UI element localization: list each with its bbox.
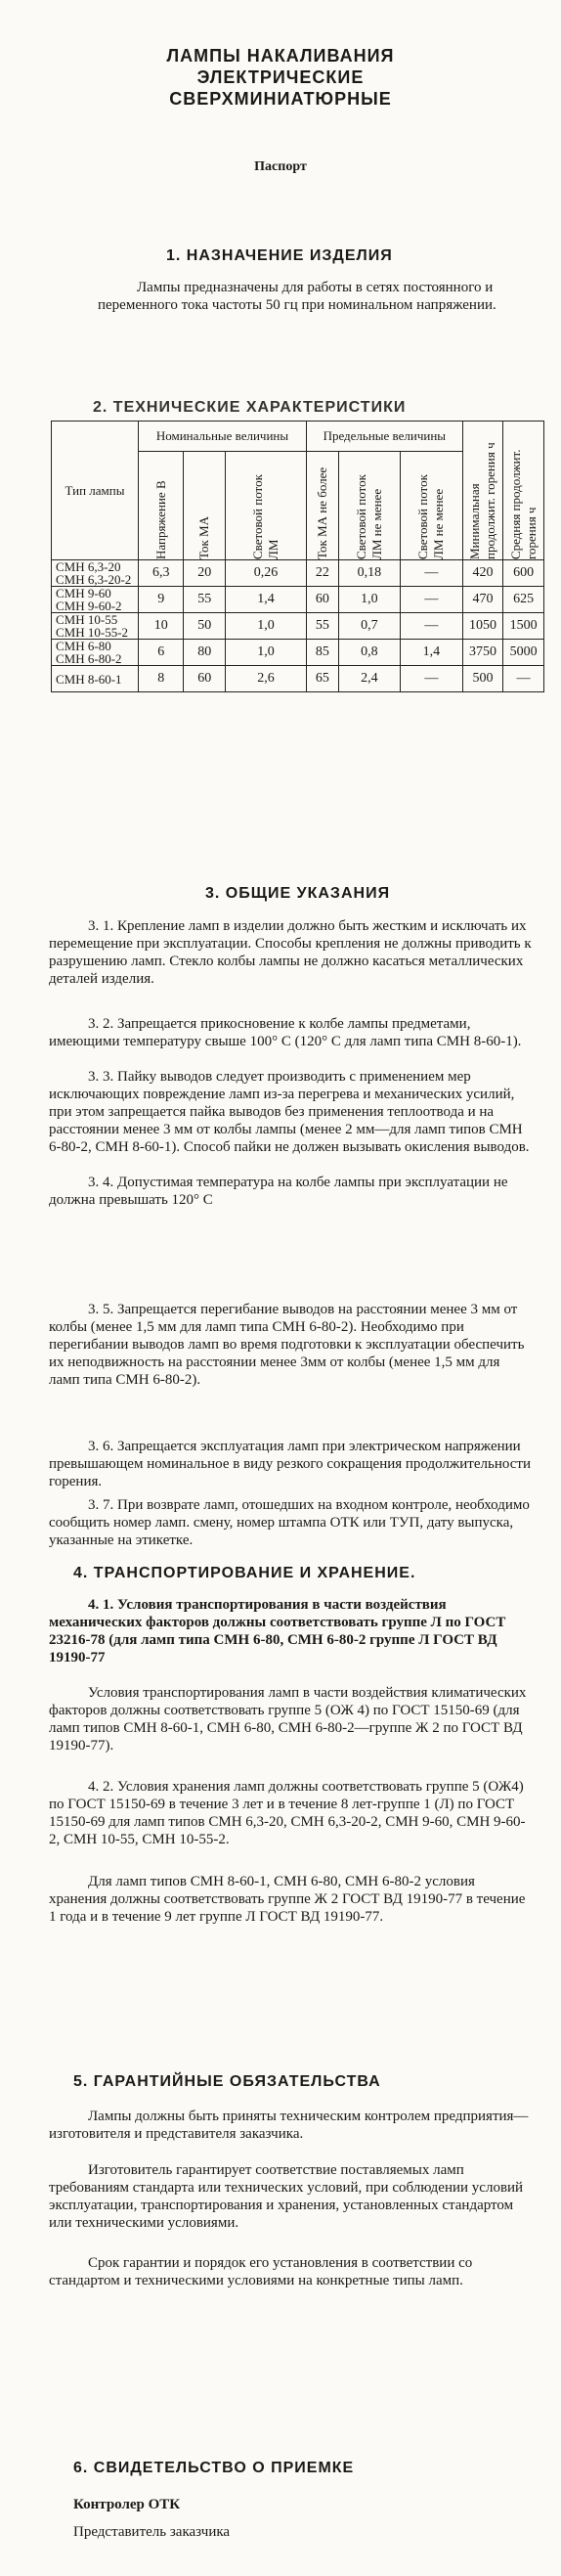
- s6-line1: Контролер ОТК: [73, 2497, 181, 2512]
- s5-p3: Срок гарантии и порядок его установления в соответствии со стандартом и техническими условиями на конкретные типы ламп.: [49, 2255, 473, 2288]
- table-cell-fmin: 1,0: [338, 587, 400, 613]
- table-cell-lavg: 600: [503, 560, 544, 587]
- table-cell-fmin: 2,4: [338, 666, 400, 692]
- col-voltage: Напряжение В: [139, 452, 184, 560]
- table-cell-lmin: 470: [462, 587, 503, 613]
- table-cell-v: 9: [139, 587, 184, 613]
- group-nominal: Номинальные величины: [139, 422, 307, 452]
- table-cell-lavg: 1500: [503, 613, 544, 640]
- table-cell-v: 6: [139, 640, 184, 666]
- section3-title: 3. ОБЩИЕ УКАЗАНИЯ: [205, 885, 391, 902]
- table-cell-v: 10: [139, 613, 184, 640]
- section1-title: 1. НАЗНАЧЕНИЕ ИЗДЕЛИЯ: [166, 247, 393, 264]
- s3-p3: 3. 3. Пайку выводов следует производить с применением мер исключающих повреждение ламп из-за перегрева и механических усилий, при этом запрещается пайка выводов без применения теплоотвода и на расстоянии менее 3 мм от колбы лампы (менее 2 мм—для ламп типов СМН 6-80-2, СМН 8-60-1). Способ пайки не должен вызывать окисления выводов.: [49, 1069, 530, 1155]
- table-cell-fmax: —: [401, 613, 462, 640]
- table-cell-f: 2,6: [226, 666, 307, 692]
- col-flux-max: Световой поток ЛМ не менее: [401, 452, 462, 560]
- col-current-max: Ток МА не более: [306, 452, 338, 560]
- table-row: [52, 613, 544, 640]
- table-cell-fmin: 0,8: [338, 640, 400, 666]
- section5-title: 5. ГАРАНТИЙНЫЕ ОБЯЗАТЕЛЬСТВА: [73, 2073, 381, 2090]
- table-cell-fmin: 0,18: [338, 560, 400, 587]
- group-limit: Предельные величины: [306, 422, 462, 452]
- table-cell-i: 60: [184, 666, 226, 692]
- table-cell-i: 50: [184, 613, 226, 640]
- section4-title: 4. ТРАНСПОРТИРОВАНИЕ И ХРАНЕНИЕ.: [73, 1565, 416, 1581]
- s3-p5: 3. 5. Запрещается перегибание выводов на расстоянии менее 3 мм от колбы (менее 1,5 мм для ламп типа СМН 6-80-2). Необходимо при перегибании выводов ламп во время подготовки к эксплуатации обеспечить их неподвижность на расстоянии менее 3мм от колбы (менее 1,5 мм для ламп типа СМН 6-80-2).: [49, 1302, 525, 1388]
- section1-text: Лампы предназначены для работы в сетях постоянного и переменного тока частоты 50 гц при номинальном напряжении.: [98, 280, 496, 313]
- table-cell-lmin: 420: [462, 560, 503, 587]
- table-cell-imax: 55: [306, 613, 338, 640]
- doc-title-line1: ЛАМПЫ НАКАЛИВАНИЯ: [166, 46, 395, 66]
- s5-p1: Лампы должны быть приняты техническим контролем предприятия—изготовителя и представителя заказчика.: [49, 2109, 529, 2142]
- s4-p4: Для ламп типов СМН 8-60-1, СМН 6-80, СМН 6-80-2 условия хранения должны соответствовать группе Ж 2 ГОСТ ВД 19190-77 в течение 1 года и в течение 9 лет группе Л ГОСТ ВД 19190-77.: [49, 1874, 526, 1925]
- table-cell-lmin: 3750: [462, 640, 503, 666]
- table-cell-imax: 85: [306, 640, 338, 666]
- s3-p6: 3. 6. Запрещается эксплуатация ламп при электрическом напряжении превышающем номинальное в виду резкого сокращения продолжительности горения.: [49, 1439, 531, 1489]
- table-row: [52, 666, 544, 692]
- col-min-life: Минимальная продолжит. горения ч: [462, 422, 503, 560]
- table-cell-lavg: —: [503, 666, 544, 692]
- table-cell-f: 0,26: [226, 560, 307, 587]
- table-cell-i: 80: [184, 640, 226, 666]
- s4-p2: Условия транспортирования ламп в части воздействия климатических факторов должны соответствовать группе 5 (ОЖ 4) по ГОСТ 15150-69 (для ламп типов СМН 8-60-1, СМН 6-80, СМН 6-80-2—группе Ж 2 по ГОСТ ВД 19190-77).: [49, 1685, 527, 1754]
- table-cell-v: 8: [139, 666, 184, 692]
- section2-title: 2. ТЕХНИЧЕСКИЕ ХАРАКТЕРИСТИКИ: [93, 399, 407, 416]
- table-cell-f: 1,0: [226, 613, 307, 640]
- doc-title-line3: СВЕРХМИНИАТЮРНЫЕ: [169, 89, 392, 109]
- table-cell-type: СМН 8-60-1: [52, 666, 139, 692]
- table-cell-f: 1,0: [226, 640, 307, 666]
- s3-p7: 3. 7. При возврате ламп, отошедших на входном контроле, необходимо сообщить номер ламп. смену, номер штампа ОТК или ТУП, дату выпуска, указанные на этикетке.: [49, 1497, 530, 1548]
- s3-p2: 3. 2. Запрещается прикосновение к колбе лампы предметами, имеющими температуру свыше 100° С (120° С для ламп типа СМН 8-60-1).: [49, 1016, 522, 1049]
- passport-label: Паспорт: [254, 159, 307, 174]
- table-cell-fmax: —: [401, 560, 462, 587]
- table-cell-type: СМН 9-60 СМН 9-60-2: [52, 587, 139, 613]
- table-cell-lavg: 5000: [503, 640, 544, 666]
- s3-p1: 3. 1. Крепление ламп в изделии должно быть жестким и исключать их перемещение при эксплуатации. Способы крепления не должны приводить к разрушению ламп. Стекло колбы лампы не должно касаться металлических деталей изделия.: [49, 918, 532, 987]
- s5-p2: Изготовитель гарантирует соответствие поставляемых ламп требованиям стандарта или технических условий, при соблюдении условий эксплуатации, транспортирования и хранения, установленных стандартом или техническими условиями.: [49, 2162, 524, 2231]
- s4-p3: 4. 2. Условия хранения ламп должны соответствовать группе 5 (ОЖ4) по ГОСТ 15150-69 в течение 3 лет и в течение 8 лет-группе 1 (Л) по ГОСТ 15150-69 для ламп типов СМН 6,3-20, СМН 6,3-20-2, СМН 9-60, СМН 9-60-2, СМН 10-55, СМН 10-55-2.: [49, 1779, 526, 1847]
- s3-p4: 3. 4. Допустимая температура на колбе лампы при эксплуатации не должна превышать 120° С: [49, 1175, 508, 1208]
- table-cell-type: СМН 10-55 СМН 10-55-2: [52, 613, 139, 640]
- table-cell-lmin: 1050: [462, 613, 503, 640]
- tech-table: [51, 421, 544, 692]
- table-row: [52, 560, 544, 587]
- table-cell-i: 20: [184, 560, 226, 587]
- table-row: [52, 587, 544, 613]
- table-cell-imax: 60: [306, 587, 338, 613]
- table-cell-f: 1,4: [226, 587, 307, 613]
- s4-p1: 4. 1. Условия транспортирования в части воздействия механических факторов должны соответствовать группе Л по ГОСТ 23216-78 (для ламп типа СМН 6-80, СМН 6-80-2 группе Л ГОСТ ВД 19190-77: [49, 1597, 506, 1666]
- col-avg-life: Средняя продолжит. горения ч: [503, 422, 544, 560]
- table-row: [52, 640, 544, 666]
- table-cell-fmax: —: [401, 587, 462, 613]
- col-type: Тип лампы: [52, 422, 139, 560]
- section6-title: 6. СВИДЕТЕЛЬСТВО О ПРИЕМКЕ: [73, 2460, 355, 2476]
- table-cell-v: 6,3: [139, 560, 184, 587]
- table-cell-fmax: —: [401, 666, 462, 692]
- doc-title-line2: ЭЛЕКТРИЧЕСКИЕ: [196, 67, 365, 87]
- table-cell-imax: 22: [306, 560, 338, 587]
- col-flux: Световой поток ЛМ: [226, 452, 307, 560]
- col-current: Ток МА: [184, 452, 226, 560]
- table-cell-fmax: 1,4: [401, 640, 462, 666]
- table-cell-lavg: 625: [503, 587, 544, 613]
- table-cell-type: СМН 6-80 СМН 6-80-2: [52, 640, 139, 666]
- table-cell-i: 55: [184, 587, 226, 613]
- table-cell-type: СМН 6,3-20 СМН 6,3-20-2: [52, 560, 139, 587]
- table-cell-imax: 65: [306, 666, 338, 692]
- s6-line2: Представитель заказчика: [73, 2524, 231, 2540]
- table-cell-fmin: 0,7: [338, 613, 400, 640]
- col-flux-min: Световой поток ЛМ не менее: [338, 452, 400, 560]
- table-cell-lmin: 500: [462, 666, 503, 692]
